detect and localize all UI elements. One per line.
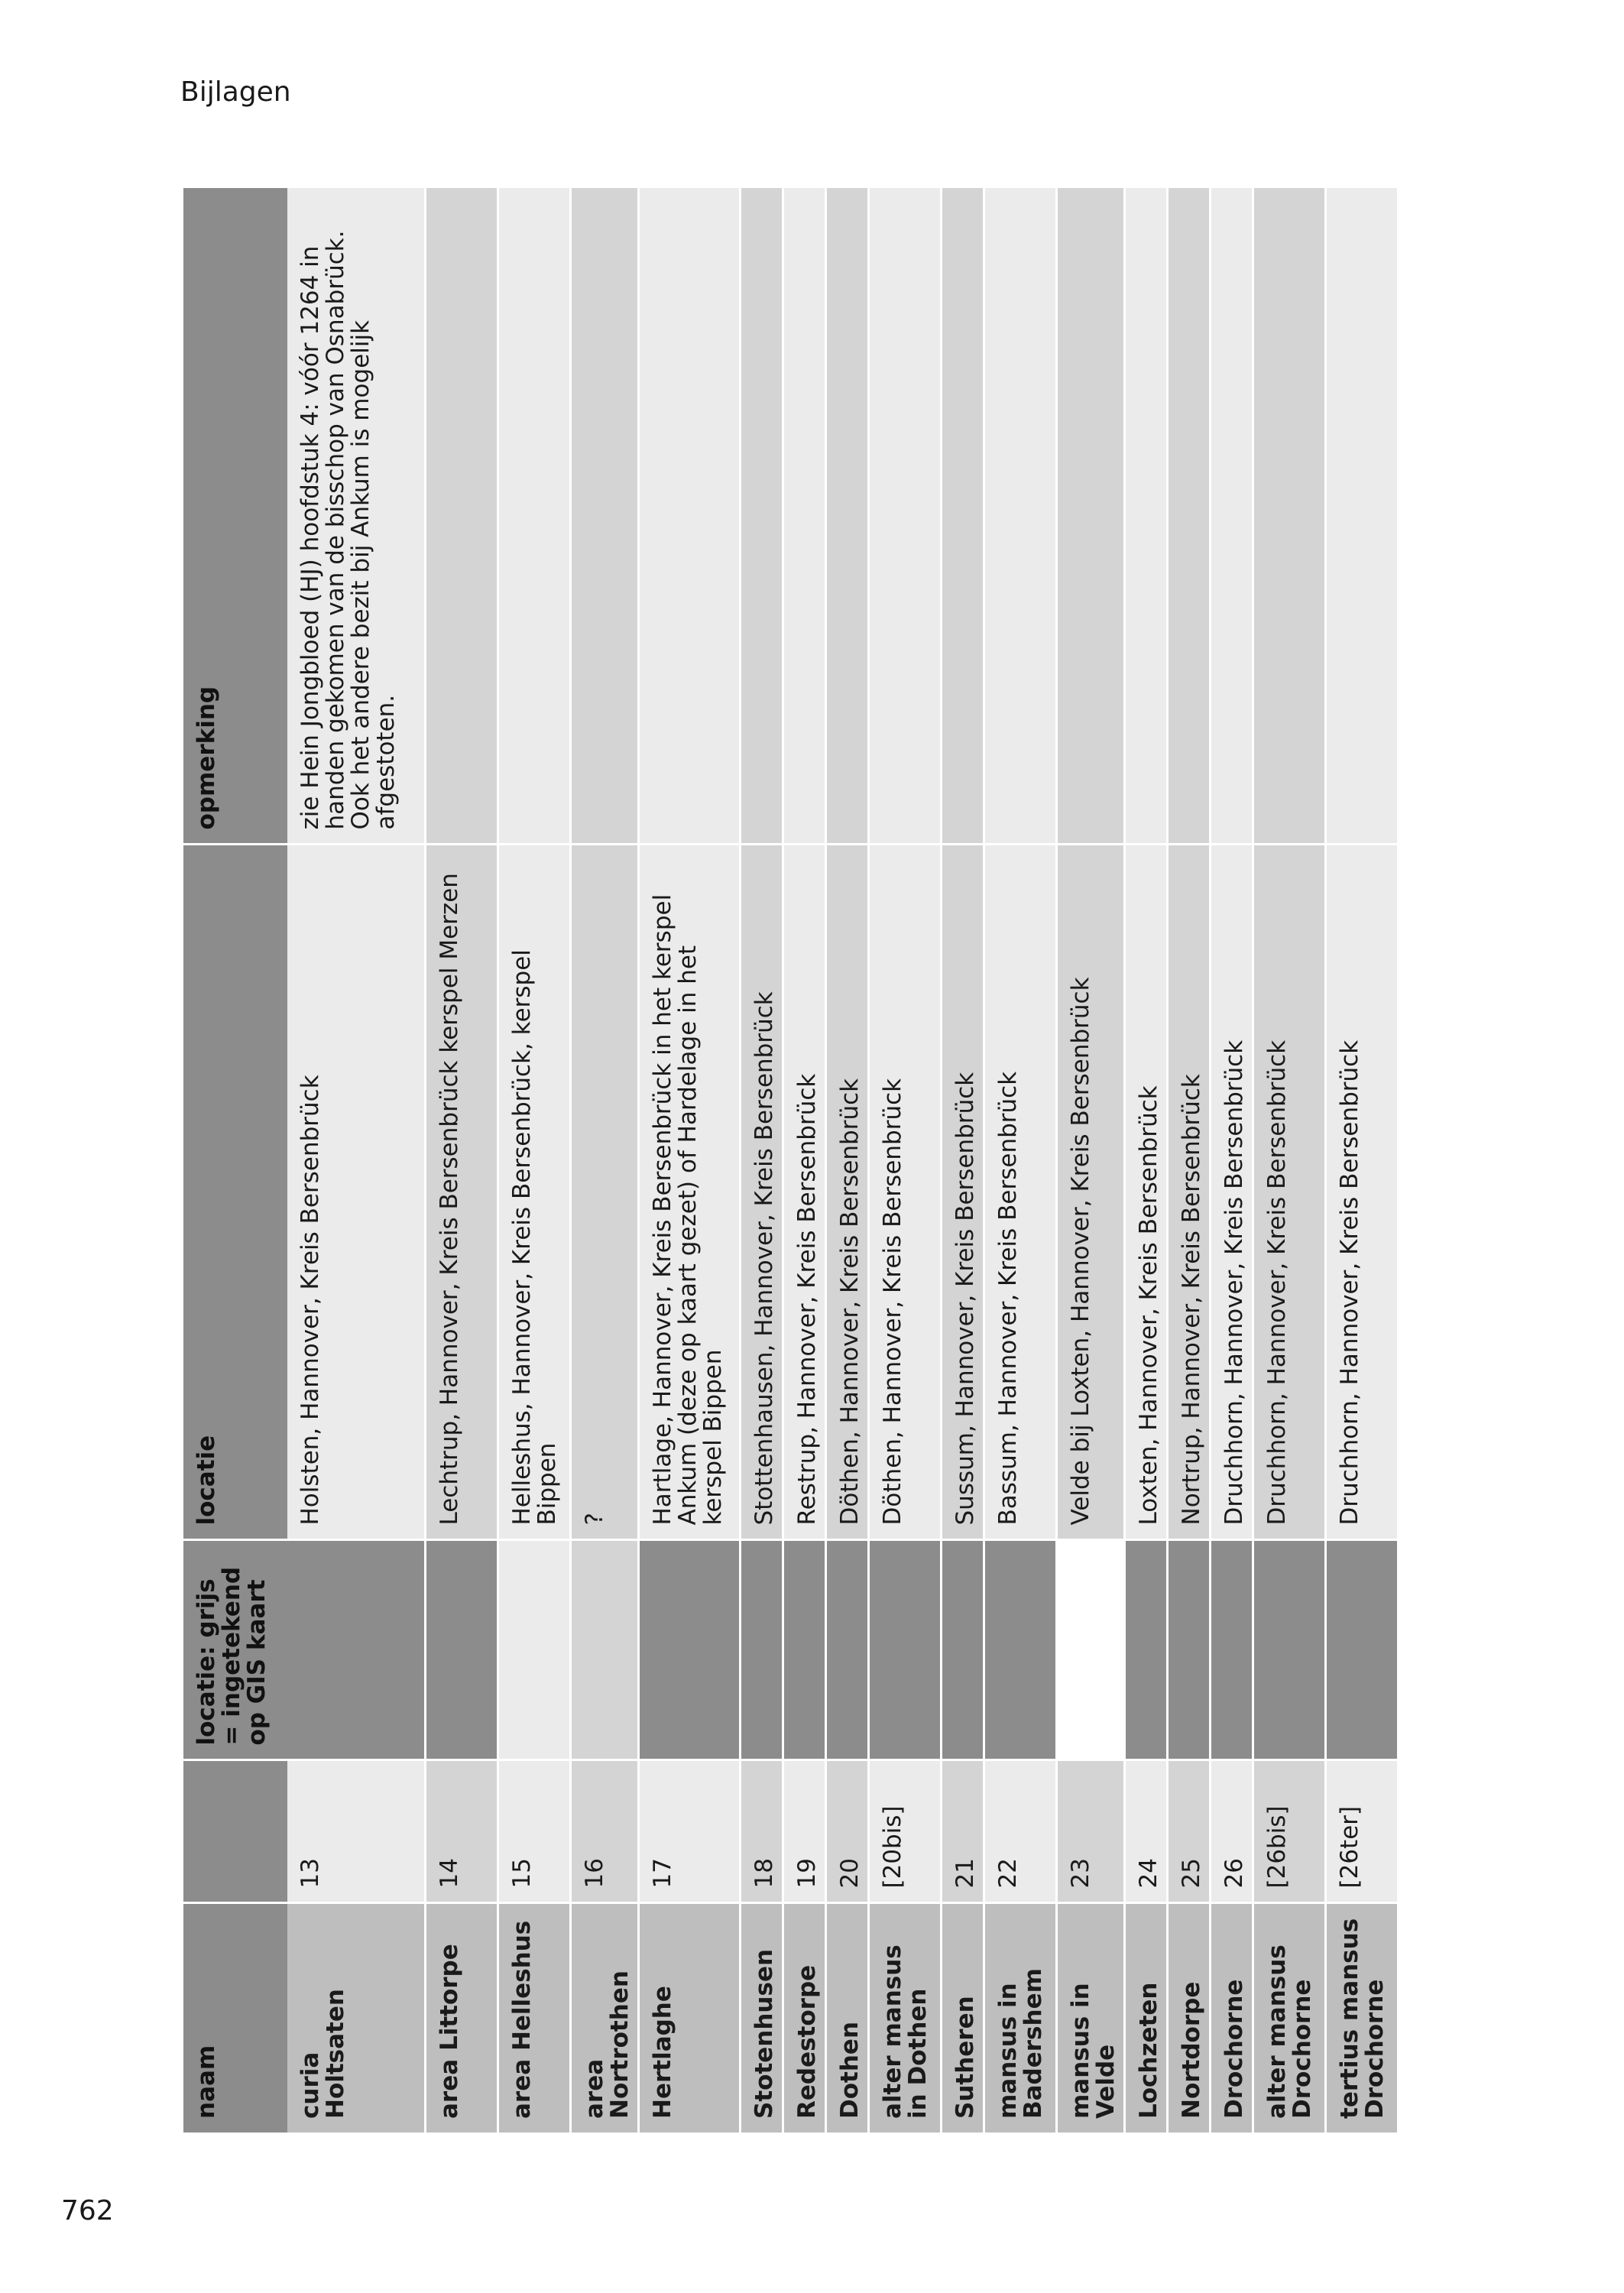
table-row [1124, 187, 1167, 2132]
cell-naam: Sutheren [941, 1903, 984, 2132]
cell-nummer: 16 [570, 1760, 638, 1903]
cell-nummer: 22 [984, 1760, 1056, 1903]
cell-opmerking [1325, 187, 1398, 845]
table-header-row [183, 187, 287, 2132]
cell-nummer: 13 [287, 1760, 425, 1903]
cell-locatie: Druchhorn, Hannover, Kreis Bersenbrück [1210, 845, 1253, 1540]
cell-nummer: 21 [941, 1760, 984, 1903]
cell-gis [1253, 1540, 1325, 1760]
cell-naam: Hertlaghe [638, 1903, 740, 2132]
table-row [868, 187, 941, 2132]
table-row [1325, 187, 1398, 2132]
cell-nummer: 20 [825, 1760, 868, 1903]
cell-gis [425, 1540, 498, 1760]
cell-gis [287, 1540, 425, 1760]
header-nummer [183, 1760, 287, 1903]
cell-naam: Redestorpe [783, 1903, 825, 2132]
cell-nummer: [26ter] [1325, 1760, 1398, 1903]
cell-locatie: Druchhorn, Hannover, Kreis Bersenbrück [1325, 845, 1398, 1540]
table-row [1167, 187, 1210, 2132]
location-table [183, 186, 1399, 2133]
cell-opmerking [570, 187, 638, 845]
cell-gis [783, 1540, 825, 1760]
page-number: 762 [61, 2195, 114, 2227]
table-row [783, 187, 825, 2132]
cell-naam: tertius mansus Drochorne [1325, 1903, 1398, 2132]
table-row [984, 187, 1056, 2132]
table-row [638, 187, 740, 2132]
cell-nummer: [20bis] [868, 1760, 941, 1903]
cell-naam: alter mansus Drochorne [1253, 1903, 1325, 2132]
cell-naam: area Helleshus [498, 1903, 570, 2132]
cell-opmerking [638, 187, 740, 845]
cell-locatie: Holsten, Hannover, Kreis Bersenbrück [287, 845, 425, 1540]
table-row [941, 187, 984, 2132]
cell-naam: Dothen [825, 1903, 868, 2132]
table-row [825, 187, 868, 2132]
cell-naam: Lochzeten [1124, 1903, 1167, 2132]
cell-opmerking [783, 187, 825, 845]
running-head: Bijlagen [180, 76, 291, 108]
cell-opmerking [1056, 187, 1124, 845]
cell-opmerking [1253, 187, 1325, 845]
table-row [740, 187, 783, 2132]
cell-gis [1167, 1540, 1210, 1760]
cell-opmerking [868, 187, 941, 845]
header-locatie: locatie [183, 845, 287, 1540]
cell-locatie: Restrup, Hannover, Kreis Bersenbrück [783, 845, 825, 1540]
cell-locatie: Loxten, Hannover, Kreis Bersenbrück [1124, 845, 1167, 1540]
cell-locatie: Druchhorn, Hannover, Kreis Bersenbrück [1253, 845, 1325, 1540]
cell-naam: mansus in Badershem [984, 1903, 1056, 2132]
cell-gis [1325, 1540, 1398, 1760]
cell-locatie: Helleshus, Hannover, Kreis Bersenbrück, kerspel Bippen [498, 845, 570, 1540]
cell-opmerking [1210, 187, 1253, 845]
cell-gis [984, 1540, 1056, 1760]
cell-gis [941, 1540, 984, 1760]
cell-locatie: Lechtrup, Hannover, Kreis Bersenbrück kerspel Merzen [425, 845, 498, 1540]
cell-opmerking [740, 187, 783, 845]
cell-gis [740, 1540, 783, 1760]
cell-nummer: [26bis] [1253, 1760, 1325, 1903]
cell-opmerking [1167, 187, 1210, 845]
cell-opmerking [825, 187, 868, 845]
cell-nummer: 26 [1210, 1760, 1253, 1903]
cell-naam: Drochorne [1210, 1903, 1253, 2132]
cell-opmerking [425, 187, 498, 845]
table-body [287, 187, 1398, 2132]
table-row [1056, 187, 1124, 2132]
cell-naam: mansus in Velde [1056, 1903, 1124, 2132]
cell-locatie: Sussum, Hannover, Kreis Bersenbrück [941, 845, 984, 1540]
cell-opmerking: zie Hein Jongbloed (HJ) hoofdstuk 4: vóór 1264 in handen gekomen van de bisschop van Osnabrück. Ook het andere bezit bij Ankum is mogelijk afgestoten. [287, 187, 425, 845]
cell-nummer: 14 [425, 1760, 498, 1903]
cell-gis [570, 1540, 638, 1760]
cell-locatie: Stottenhausen, Hannover, Kreis Bersenbrück [740, 845, 783, 1540]
cell-naam: area Nortrothen [570, 1903, 638, 2132]
cell-locatie: Bassum, Hannover, Kreis Bersenbrück [984, 845, 1056, 1540]
header-naam: naam [183, 1903, 287, 2132]
table-row [1210, 187, 1253, 2132]
cell-naam: alter mansus in Dothen [868, 1903, 941, 2132]
cell-locatie: Döthen, Hannover, Kreis Bersenbrück [825, 845, 868, 1540]
cell-locatie: Hartlage, Hannover, Kreis Bersenbrück in het kerspel Ankum (deze op kaart gezet) of Hardelage in het kerspel Bippen [638, 845, 740, 1540]
cell-gis [1056, 1540, 1124, 1760]
cell-opmerking [1124, 187, 1167, 845]
table-row [498, 187, 570, 2132]
cell-nummer: 24 [1124, 1760, 1167, 1903]
cell-naam: area Littorpe [425, 1903, 498, 2132]
cell-nummer: 18 [740, 1760, 783, 1903]
cell-locatie: Döthen, Hannover, Kreis Bersenbrück [868, 845, 941, 1540]
cell-opmerking [498, 187, 570, 845]
cell-naam: curia Holtsaten [287, 1903, 425, 2132]
cell-gis [1210, 1540, 1253, 1760]
cell-naam: Stotenhusen [740, 1903, 783, 2132]
table-row [287, 187, 425, 2132]
rotated-table-container [183, 187, 1414, 2132]
header-gis: locatie: grijs = ingetekend op GIS kaart [183, 1540, 287, 1760]
cell-gis [1124, 1540, 1167, 1760]
cell-locatie: Nortrup, Hannover, Kreis Bersenbrück [1167, 845, 1210, 1540]
cell-gis [825, 1540, 868, 1760]
cell-locatie: ? [570, 845, 638, 1540]
cell-nummer: 25 [1167, 1760, 1210, 1903]
cell-nummer: 19 [783, 1760, 825, 1903]
cell-gis [638, 1540, 740, 1760]
table-row [570, 187, 638, 2132]
cell-nummer: 17 [638, 1760, 740, 1903]
cell-gis [498, 1540, 570, 1760]
cell-nummer: 23 [1056, 1760, 1124, 1903]
table-row [425, 187, 498, 2132]
cell-locatie: Velde bij Loxten, Hannover, Kreis Bersenbrück [1056, 845, 1124, 1540]
cell-opmerking [984, 187, 1056, 845]
cell-gis [868, 1540, 941, 1760]
table-row [1253, 187, 1325, 2132]
cell-nummer: 15 [498, 1760, 570, 1903]
header-opmerking: opmerking [183, 187, 287, 845]
cell-naam: Nortdorpe [1167, 1903, 1210, 2132]
cell-opmerking [941, 187, 984, 845]
